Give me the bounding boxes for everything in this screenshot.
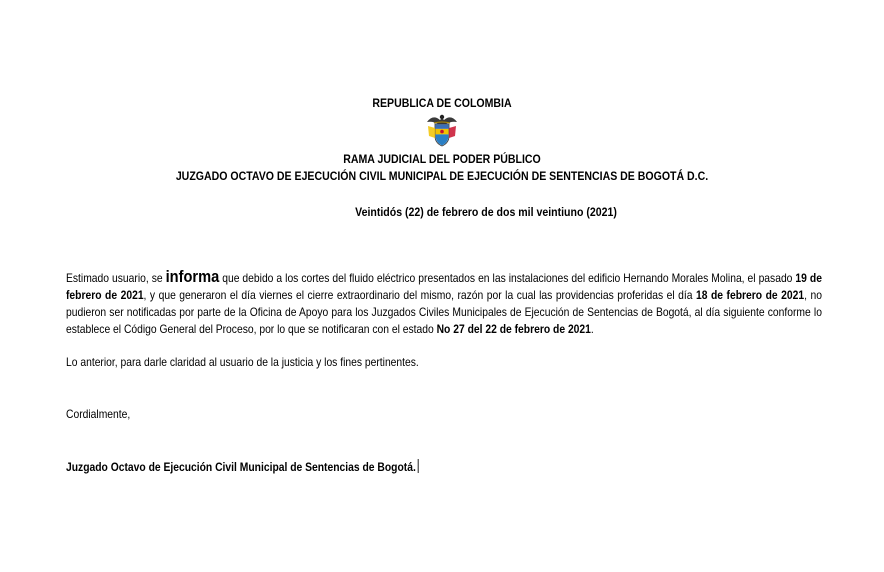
- clarification-text: Lo anterior, para darle claridad al usuario de la justicia y los fines pertinentes.: [66, 355, 419, 369]
- clarification-paragraph: [66, 354, 822, 371]
- notice-paragraph: [66, 268, 822, 338]
- closing-text: Cordialmente,: [66, 407, 131, 421]
- court-heading: JUZGADO OCTAVO DE EJECUCIÓN CIVIL MUNICIPAL DE EJECUCIÓN DE SENTENCIAS DE BOGOTÁ D.C.: [175, 169, 709, 183]
- notice-text-2: que debido a los cortes del fluido eléctrico presentados en las instalaciones del edificio Hernando Morales Molina, el pasado: [219, 271, 796, 285]
- colombia-coat-of-arms-icon: [425, 112, 459, 148]
- text-cursor: [418, 459, 419, 473]
- branch-heading: RAMA JUDICIAL DEL PODER PÚBLICO: [343, 152, 541, 166]
- signature-text: Juzgado Octavo de Ejecución Civil Municipal de Sentencias de Bogotá.: [66, 460, 416, 474]
- closing-paragraph: [66, 406, 822, 423]
- notice-text-3: , y que generaron el día viernes el cierre extraordinario del mismo, razón por la cual las providencias proferidas el día: [143, 288, 697, 302]
- signature-paragraph: [66, 459, 822, 476]
- notice-estado: No 27 del 22 de febrero de 2021: [436, 322, 591, 336]
- notice-date-1: 19 de febrero de 2021: [66, 271, 822, 302]
- notice-text-5: .: [590, 322, 594, 336]
- country-heading: REPUBLICA DE COLOMBIA: [372, 96, 512, 110]
- document-date: Veintidós (22) de febrero de dos mil veintiuno (2021): [355, 205, 617, 219]
- notice-text-4: , no pudieron ser notificadas por parte de la Oficina de Apoyo para los Juzgados Civiles Municipales de Ejecución de Sentencias de Bogotá, al día siguiente conforme lo establece el Código General del Proceso, por lo que se notificaran con el estado: [66, 288, 822, 336]
- notice-keyword: informa: [165, 267, 220, 286]
- notice-date-2: 18 de febrero de 2021: [696, 288, 805, 302]
- notice-text-1: Estimado usuario, se: [66, 271, 166, 285]
